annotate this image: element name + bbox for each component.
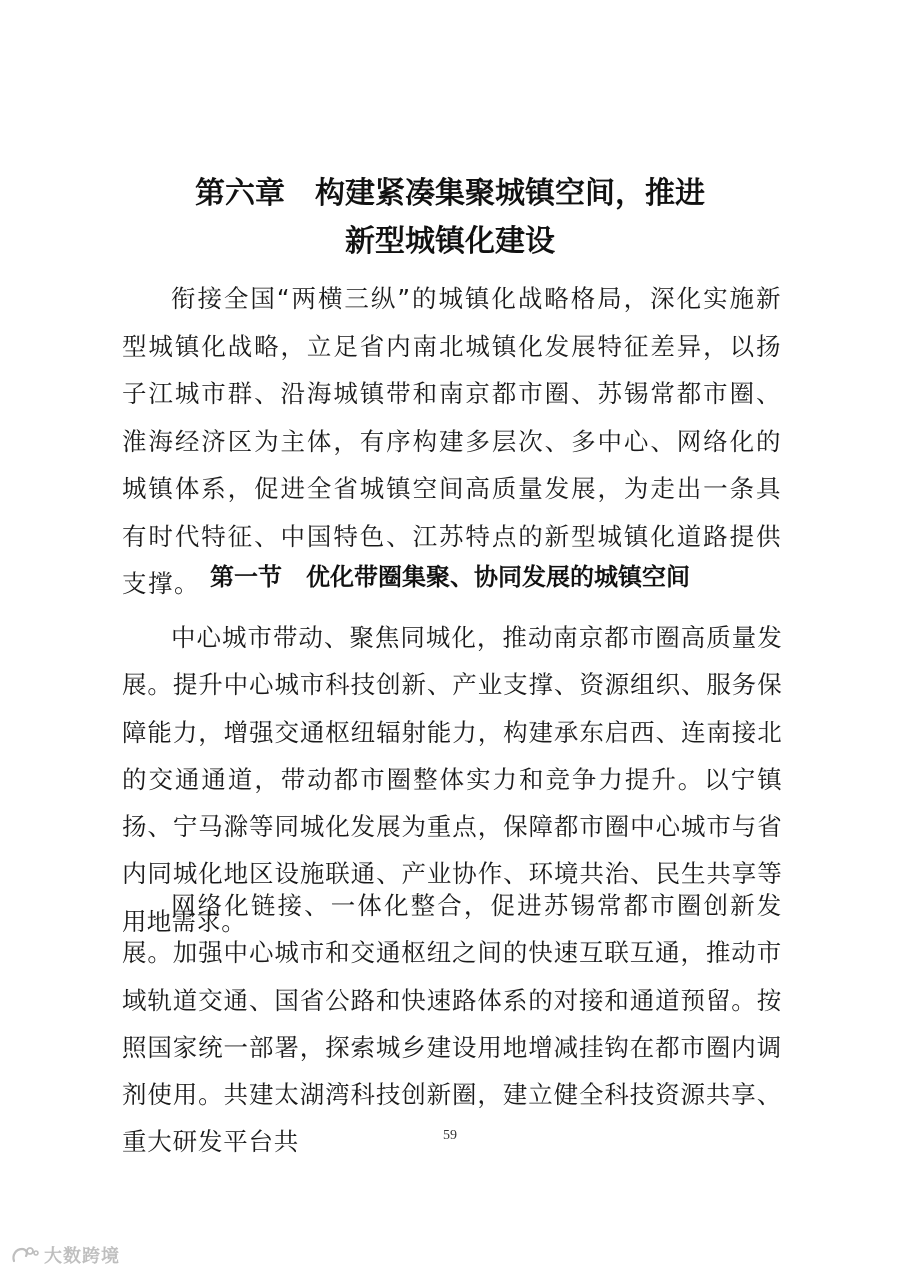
- watermark-text: 大数跨境: [44, 1246, 120, 1267]
- body-paragraph-1: 中心城市带动、聚焦同城化，推动南京都市圈高质量发展。提升中心城市科技创新、产业支撑、资源组织、服务保障能力，增强交通枢纽辐射能力，构建承东启西、连南接北的交通通道，带动都市圈整体实力和竞争力提升。以宁镇扬、宁马滁等同城化发展为重点，保障都市圈中心城市与省内同城化地区设施联通、产业协作、环境共治、民生共享等用地需求。: [122, 623, 782, 936]
- chapter-title-line2: 新型城镇化建设: [345, 224, 555, 259]
- watermark-logo-icon: [10, 1245, 40, 1265]
- intro-paragraph: 衔接全国“两横三纵”的城镇化战略格局，深化实施新型城镇化战略，立足省内南北城镇化发展特征差异，以扬子江城市群、沿海城镇带和南京都市圈、苏锡常都市圈、淮海经济区为主体，有序构建多层次、多中心、网络化的城镇体系，促进全省城镇空间高质量发展，为走出一条具有时代特征、中国特色、江苏特点的新型城镇化道路提供支撑。: [122, 284, 782, 598]
- body-paragraph-2: 网络化链接、一体化整合，促进苏锡常都市圈创新发展。加强中心城市和交通枢纽之间的快速互联互通，推动市域轨道交通、国省公路和快速路体系的对接和通道预留。按照国家统一部署，探索城乡建设用地增减挂钩在都市圈内调剂使用。共建太湖湾科技创新圈，建立健全科技资源共享、重大研发平台共: [122, 891, 782, 1157]
- watermark: [10, 1242, 120, 1268]
- section-title-text: 优化带圈集聚、协同发展的城镇空间: [306, 563, 690, 591]
- chapter-title-line1: [0, 174, 900, 214]
- chapter-number: 第六章: [195, 176, 285, 211]
- section-number: 第一节: [210, 563, 282, 591]
- page-number: 59: [443, 1128, 457, 1143]
- chapter-title-text: 构建紧凑集聚城镇空间，推进: [315, 176, 705, 211]
- section-title: [0, 560, 900, 594]
